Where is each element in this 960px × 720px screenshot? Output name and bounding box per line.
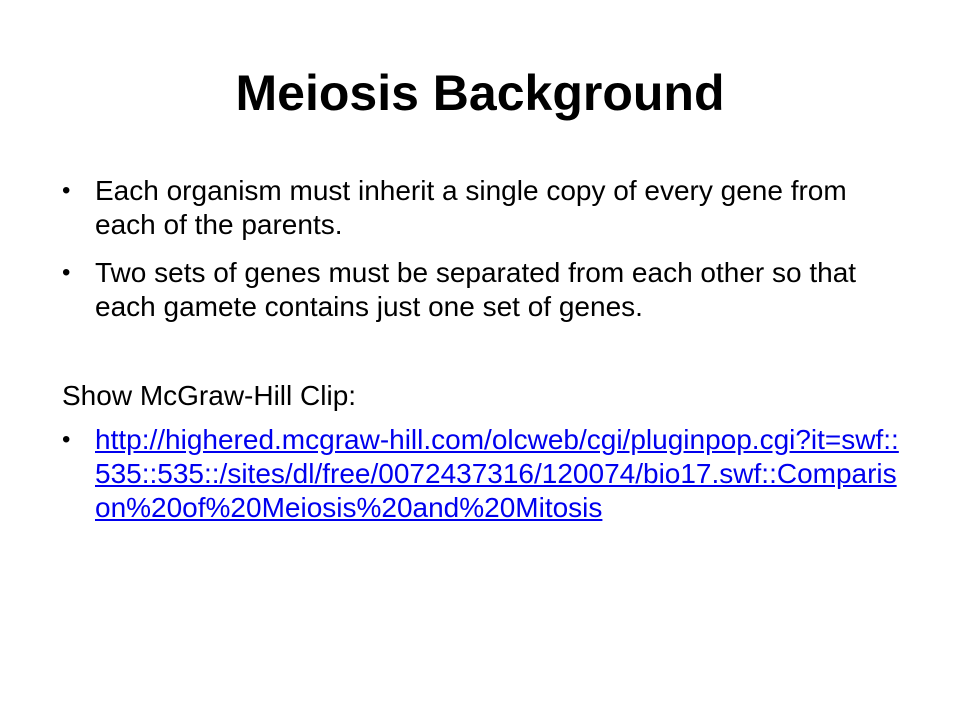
clip-heading: Show McGraw-Hill Clip: [62, 380, 357, 411]
bullet-item-2 [62, 256, 912, 324]
bullet-item-1 [62, 174, 912, 242]
bullet-icon: • [62, 177, 71, 204]
slide-title: Meiosis Background [235, 65, 725, 121]
slide-body [62, 174, 912, 539]
bullet-icon: • [62, 259, 71, 286]
bullet-icon: • [62, 426, 71, 453]
bullet-text: Each organism must inherit a single copy of every gene from each of the parents. [95, 175, 847, 240]
spacer [62, 338, 912, 379]
bullet-text: Two sets of genes must be separated from each other so that each gamete contains just one set of genes. [95, 257, 857, 322]
mcgraw-hill-clip-link[interactable]: http://highered.mcgraw-hill.com/olcweb/cgi/pluginpop.cgi?it=swf::535::535::/sites/dl/free/0072437316/120074/bio17.swf::Comparison%20of%20Meiosis%20and%20Mitosis [95, 424, 899, 523]
bullet-item-link [62, 423, 912, 525]
